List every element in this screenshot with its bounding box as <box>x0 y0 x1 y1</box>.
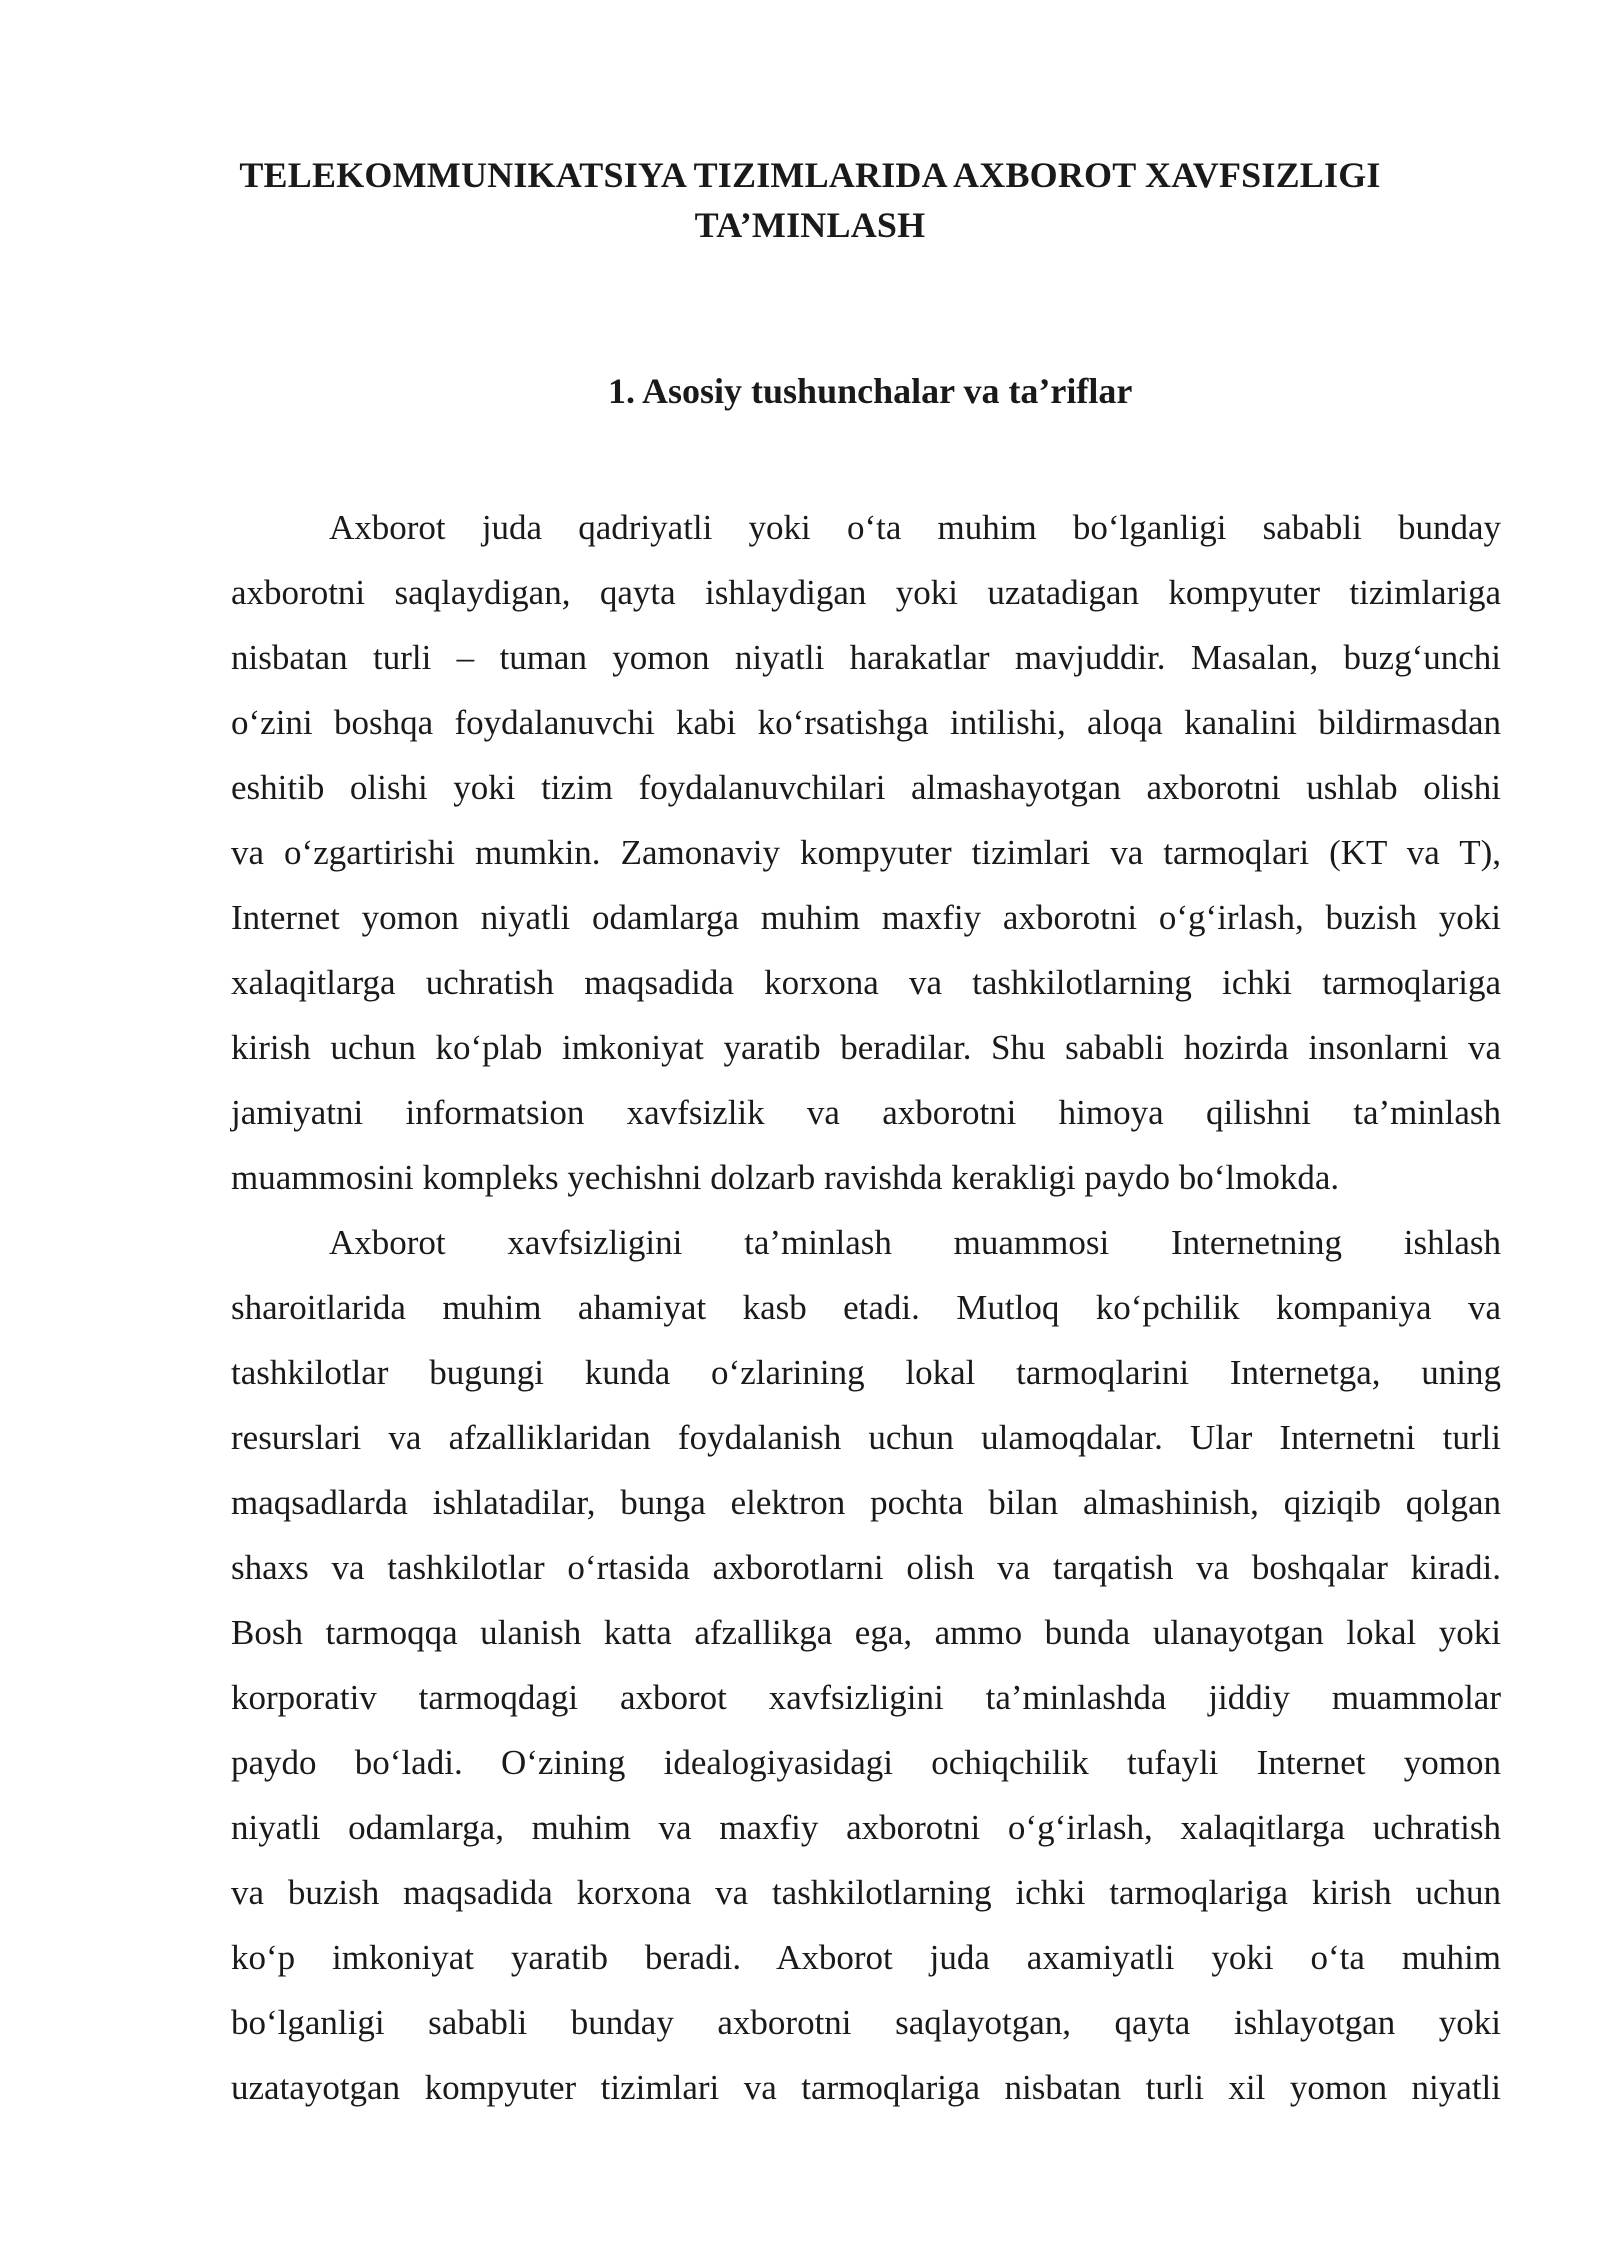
paragraph-line: xalaqitlarga uchratish maqsadida korxona va tashkilotlarning ichki tarmoqlariga <box>231 963 1501 1002</box>
paragraph-line: eshitib olishi yoki tizim foydalanuvchilari almashayotgan axborotni ushlab olishi <box>231 768 1501 807</box>
paragraph-line: o‘zini boshqa foydalanuvchi kabi ko‘rsatishga intilishi, aloqa kanalini bildirmasdan <box>231 703 1501 742</box>
paragraph-line: Axborot xavfsizligini ta’minlash muammosi Internetning ishlash <box>329 1223 1501 1262</box>
paragraph-1 <box>231 495 1501 1210</box>
paragraph-line: Internet yomon niyatli odamlarga muhim maxfiy axborotni o‘g‘irlash, buzish yoki <box>231 898 1501 937</box>
paragraph-line: sharoitlarida muhim ahamiyat kasb etadi. Mutloq ko‘pchilik kompaniya va <box>231 1288 1501 1327</box>
paragraph-line: Axborot juda qadriyatli yoki o‘ta muhim bo‘lganligi sababli bunday <box>329 508 1501 547</box>
paragraph-line: Bosh tarmoqqa ulanish katta afzallikga ega, ammo bunda ulanayotgan lokal yoki <box>231 1613 1501 1652</box>
paragraph-line: muammosini kompleks yechishni dolzarb ravishda kerakligi paydo bo‘lmokda. <box>231 1158 1340 1197</box>
paragraph-line: uzatayotgan kompyuter tizimlari va tarmoqlariga nisbatan turli xil yomon niyatli <box>231 2068 1501 2107</box>
paragraph-line: va o‘zgartirishi mumkin. Zamonaviy kompyuter tizimlari va tarmoqlari (KT va T), <box>231 833 1501 872</box>
paragraph-line: va buzish maqsadida korxona va tashkilotlarning ichki tarmoqlariga kirish uchun <box>231 1873 1501 1912</box>
paragraph-line: tashkilotlar bugungi kunda o‘zlarining lokal tarmoqlarini Internetga, uning <box>231 1353 1501 1392</box>
paragraph-line: resurslari va afzalliklaridan foydalanish uchun ulamoqdalar. Ular Internetni turli <box>231 1418 1501 1457</box>
paragraph-2 <box>231 1210 1501 2120</box>
paragraph-line: bo‘lganligi sababli bunday axborotni saqlayotgan, qayta ishlayotgan yoki <box>231 2003 1501 2042</box>
paragraph-line: niyatli odamlarga, muhim va maxfiy axborotni o‘g‘irlash, xalaqitlarga uchratish <box>231 1808 1501 1847</box>
paragraph-line: axborotni saqlaydigan, qayta ishlaydigan yoki uzatadigan kompyuter tizimlariga <box>231 573 1501 612</box>
paragraph-line: nisbatan turli – tuman yomon niyatli harakatlar mavjuddir. Masalan, buzg‘unchi <box>231 638 1501 677</box>
body-text <box>231 495 1501 2120</box>
document-title <box>200 150 1420 250</box>
paragraph-line: shaxs va tashkilotlar o‘rtasida axborotlarni olish va tarqatish va boshqalar kiradi. <box>231 1548 1501 1587</box>
paragraph-line: ko‘p imkoniyat yaratib beradi. Axborot juda axamiyatli yoki o‘ta muhim <box>231 1938 1501 1977</box>
paragraph-line: jamiyatni informatsion xavfsizlik va axborotni himoya qilishni ta’minlash <box>231 1093 1501 1132</box>
document-title-line-2: TA’MINLASH <box>694 205 926 245</box>
paragraph-line: korporativ tarmoqdagi axborot xavfsizligini ta’minlashda jiddiy muammolar <box>231 1678 1501 1717</box>
document-title-line-1: TELEKOMMUNIKATSIYA TIZIMLARIDA AXBOROT XAVFSIZLIGI <box>239 155 1381 195</box>
section-heading: 1. Asosiy tushunchalar va ta’riflar <box>608 371 1133 411</box>
paragraph-line: paydo bo‘ladi. O‘zining idealogiyasidagi ochiqchilik tufayli Internet yomon <box>231 1743 1501 1782</box>
paragraph-line: kirish uchun ko‘plab imkoniyat yaratib beradilar. Shu sababli hozirda insonlarni va <box>231 1028 1501 1067</box>
paragraph-line: maqsadlarda ishlatadilar, bunga elektron pochta bilan almashinish, qiziqib qolgan <box>231 1483 1501 1522</box>
